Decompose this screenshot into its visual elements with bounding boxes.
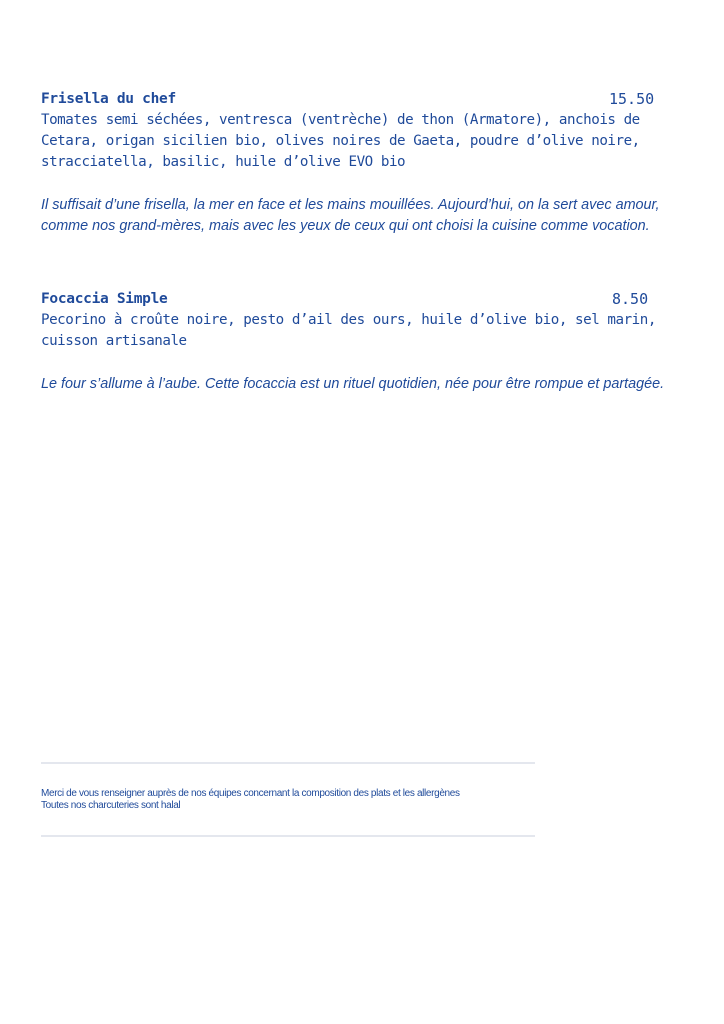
menu-item-focaccia: [41, 288, 681, 395]
item-story: Il suffisait d’une frisella, la mer en face et les mains mouillées. Aujourd’hui, on la sert avec amour, comme nos grand-mères, mais avec les yeux de ceux qui ont choisi la cuisine comme vocation.: [41, 197, 660, 234]
item-description: Pecorino à croûte noire, pesto d’ail des ours, huile d’olive bio, sel marin, cuisson artisanale: [41, 312, 656, 349]
item-name: Frisella du chef: [41, 91, 176, 107]
menu-item-header: [41, 88, 681, 110]
footer-divider-bottom: [41, 835, 535, 837]
menu-item-header: [41, 288, 681, 310]
item-name: Focaccia Simple: [41, 291, 168, 307]
item-price: 15.50: [609, 90, 655, 108]
item-price: 8.50: [612, 290, 649, 308]
menu-item-frisella: [41, 88, 681, 237]
allergen-note: Merci de vous renseigner auprès de nos équipes concernant la composition des plats et les allergènes: [41, 788, 460, 799]
item-description: Tomates semi séchées, ventresca (ventrèche) de thon (Armatore), anchois de Cetara, origan sicilien bio, olives noires de Gaeta, poudre d’olive noire, stracciatella, basilic, huile d’olive EVO bio: [41, 112, 640, 170]
item-story: Le four s’allume à l’aube. Cette focaccia est un rituel quotidien, née pour être rompue et partagée.: [41, 376, 665, 392]
footer-divider-top: [41, 762, 535, 764]
halal-note: Toutes nos charcuteries sont halal: [41, 799, 181, 811]
footer-notes: [41, 788, 460, 811]
